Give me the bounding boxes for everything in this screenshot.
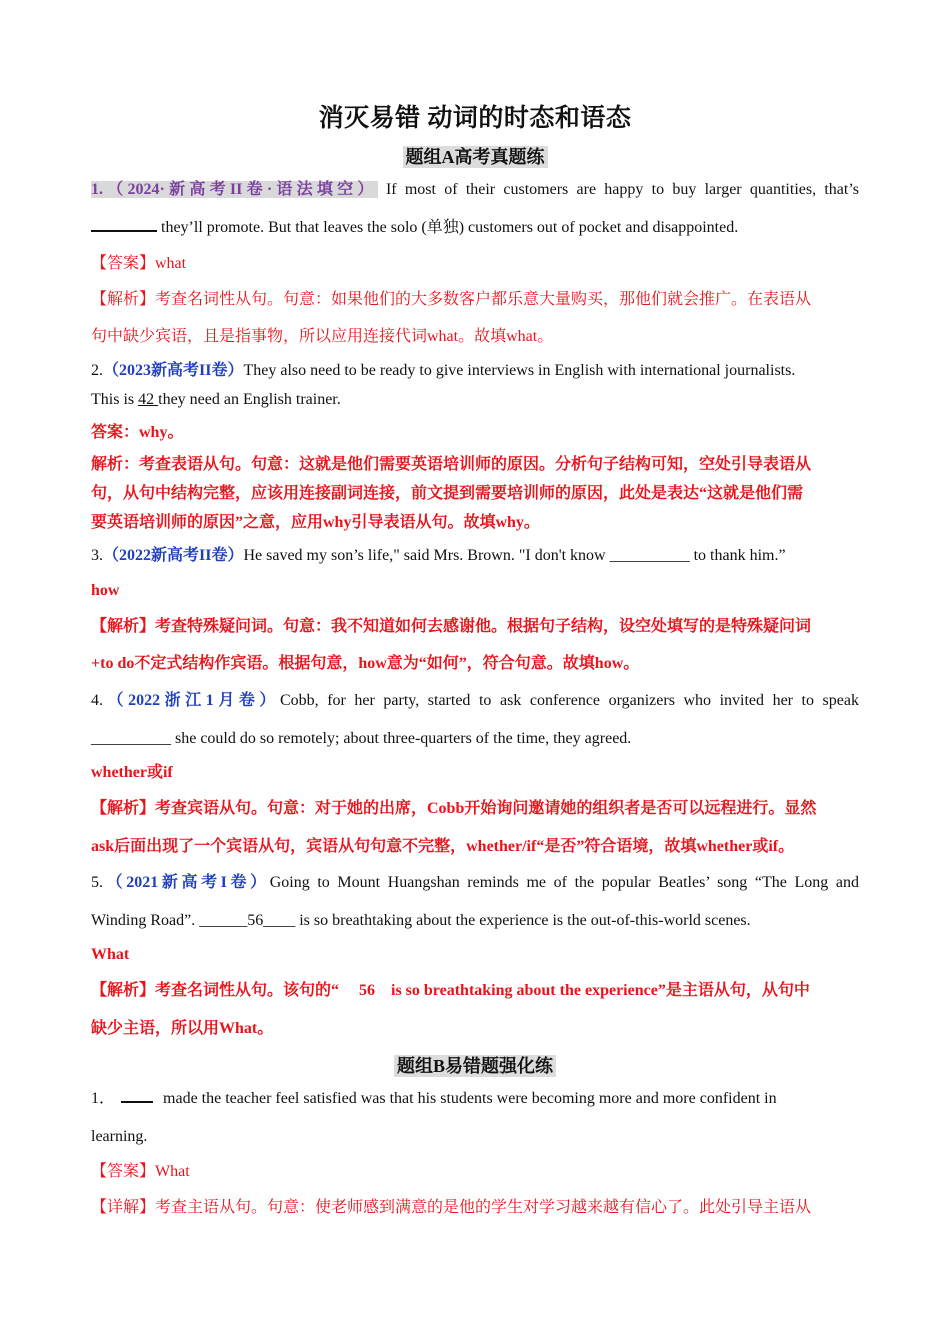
b1-text-a: made the teacher feel satisfied was that his students were becoming more and more confident in — [163, 1090, 777, 1107]
q5-num: 5. — [91, 874, 103, 891]
q2-answer: 答案：why。 — [91, 424, 184, 441]
q3-text: He saved my son’s life," said Mrs. Brown. "I don't know __________ to thank him.” — [243, 547, 786, 564]
q2-num: 2. — [91, 362, 103, 379]
q1-text-b: they’ll promote. But that leaves the solo (单独) customers out of pocket and disappointed. — [161, 219, 739, 236]
q4-analysis-1: 【解析】考查宾语从句。句意：对于她的出席，Cobb开始询问邀请她的组织者是否可以远程进行。显然 — [91, 800, 817, 817]
q4-answer: whether或if — [91, 764, 173, 781]
q2-line-1 — [91, 361, 859, 381]
q1-blank — [91, 230, 157, 232]
q1-analysis-1: 【解析】考查名词性从句。句意：如果他们的大多数客户都乐意大量购买，那他们就会推广。在表语从 — [91, 291, 812, 308]
q3-answer: how — [91, 582, 120, 599]
b1-analysis-1: 【详解】考查主语从句。句意：使老师感到满意的是他的学生对学习越来越有信心了。此处引导主语从 — [91, 1199, 812, 1216]
b1-num: 1． — [91, 1090, 116, 1107]
q4-analysis-2: ask后面出现了一个宾语从句，宾语从句句意不完整，whether/if“是否”符合语境，故填whether或if。 — [91, 838, 795, 855]
q4-line-1 — [91, 691, 859, 711]
q4-num: 4. — [91, 692, 103, 709]
q2-analysis-1: 解析：考查表语从句。句意：这就是他们需要英语培训师的原因。分析句子结构可知，空处引导表语从 — [91, 456, 812, 473]
q1-answer: 【答案】what — [91, 255, 187, 272]
q4-source: （2022浙江1月卷） — [103, 692, 280, 709]
q5-answer: What — [91, 946, 130, 963]
q5-analysis-2: 缺少主语，所以用What。 — [91, 1020, 274, 1037]
q5-source: （2021新高考I卷） — [103, 874, 270, 891]
b1-line-2: learning. — [91, 1128, 148, 1145]
q3-line-1 — [91, 546, 859, 566]
q1-text-a: If most of their customers are happy to buy larger quantities, that’s — [385, 181, 860, 198]
b1-line-1 — [91, 1089, 859, 1109]
q4-text-a: Cobb, for her party, started to ask conference organizers who invited her to speak — [279, 692, 859, 709]
b1-answer: 【答案】What — [91, 1163, 190, 1180]
q3-source: （2022新高考II卷） — [103, 547, 244, 564]
q2-analysis-2: 句，从句中结构完整，应该用连接副词连接，前文提到需要培训师的原因，此处是表达“这就是他们需 — [91, 485, 804, 502]
q1-source: 1.（2024·新高考II卷·语法填空） — [91, 181, 378, 198]
q2-text-b2: they need an English trainer. — [158, 391, 341, 408]
q2-line-2 — [91, 390, 859, 410]
q1-line-1 — [91, 180, 859, 200]
q1-analysis-2: 句中缺少宾语，且是指事物，所以应用连接代词what。故填what。 — [91, 328, 554, 345]
q1-line-2 — [91, 218, 859, 238]
q2-text-a: They also need to be ready to give interviews in English with international journalists. — [243, 362, 796, 379]
q2-analysis-3: 要英语培训师的原因”之意，应用why引导表语从句。故填why。 — [91, 514, 540, 531]
q2-blank: 42 — [138, 391, 159, 408]
q5-text-a: Going to Mount Huangshan reminds me of the popular Beatles’ song “The Long and — [269, 874, 859, 891]
q5-analysis-1: 【解析】考查名词性从句。该句的“ 56 is so breathtaking about the experience”是主语从句，从句中 — [91, 982, 810, 999]
q2-text-b1: This is — [91, 391, 135, 408]
q3-num: 3. — [91, 547, 103, 564]
q4-line-2: __________ she could do so remotely; about three-quarters of the time, they agreed. — [91, 730, 632, 747]
q5-line-1 — [91, 873, 859, 893]
q3-analysis-1: 【解析】考查特殊疑问词。句意：我不知道如何去感谢他。根据句子结构，设空处填写的是特殊疑问词 — [91, 618, 812, 635]
b1-blank — [121, 1101, 153, 1103]
q5-line-2: Winding Road”. ______56____ is so breathtaking about the experience is the out-of-this-world scenes. — [91, 912, 751, 929]
q2-source: （2023新高考II卷） — [103, 362, 244, 379]
section-heading-a: 题组A高考真题练 — [91, 143, 859, 169]
section-heading-b: 题组B易错题强化练 — [91, 1052, 859, 1078]
page-title: 消灭易错 动词的时态和语态 — [318, 105, 632, 132]
q3-analysis-2: +to do不定式结构作宾语。根据句意，how意为“如何”，符合句意。故填how。 — [91, 655, 640, 672]
